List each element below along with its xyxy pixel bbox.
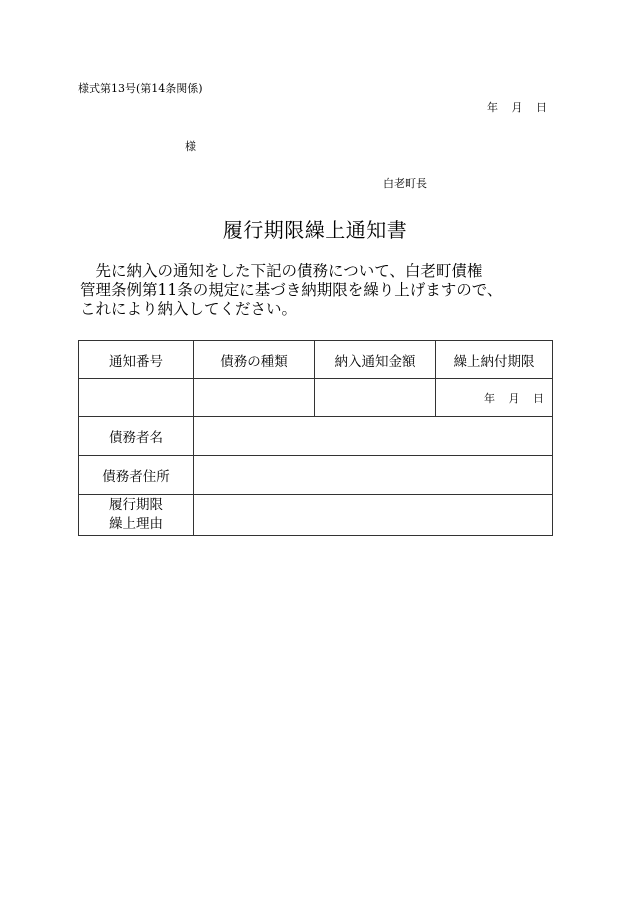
table-row	[79, 417, 553, 456]
deadline-date-cell[interactable]: 年 月 日	[436, 379, 553, 417]
table-row	[79, 456, 553, 495]
reason-label	[79, 495, 194, 536]
debt-type-cell[interactable]	[194, 379, 315, 417]
table-row	[79, 379, 553, 417]
debtor-name-label: 債務者名	[79, 417, 194, 456]
issue-date: 年 月 日	[487, 101, 547, 114]
table-header-row	[79, 341, 553, 379]
debtor-name-cell[interactable]	[194, 417, 553, 456]
form-number: 様式第13号(第14条関係)	[78, 82, 203, 95]
document-title: 履行期限繰上通知書	[222, 218, 408, 242]
reason-label-line1: 履行期限	[109, 497, 163, 513]
body-line: これにより納入してください。	[80, 300, 298, 318]
header-notice-amount: 納入通知金額	[315, 341, 436, 379]
header-deadline: 繰上納付期限	[436, 341, 553, 379]
table-row	[79, 495, 553, 536]
notice-amount-cell[interactable]	[315, 379, 436, 417]
notice-number-cell[interactable]	[79, 379, 194, 417]
notice-table	[78, 340, 553, 536]
reason-label-line2: 繰上理由	[109, 516, 163, 532]
addressee-suffix: 様	[185, 140, 196, 153]
debtor-address-cell[interactable]	[194, 456, 553, 495]
issuer-name: 白老町長	[383, 177, 427, 190]
reason-cell[interactable]	[194, 495, 553, 536]
body-text	[80, 262, 560, 319]
body-line: 先に納入の通知をした下記の債務について、白老町債権	[80, 262, 483, 280]
body-line: 管理条例第11条の規定に基づき納期限を繰り上げますので、	[80, 281, 503, 299]
debtor-address-label: 債務者住所	[79, 456, 194, 495]
header-debt-type: 債務の種類	[194, 341, 315, 379]
header-notice-number: 通知番号	[79, 341, 194, 379]
